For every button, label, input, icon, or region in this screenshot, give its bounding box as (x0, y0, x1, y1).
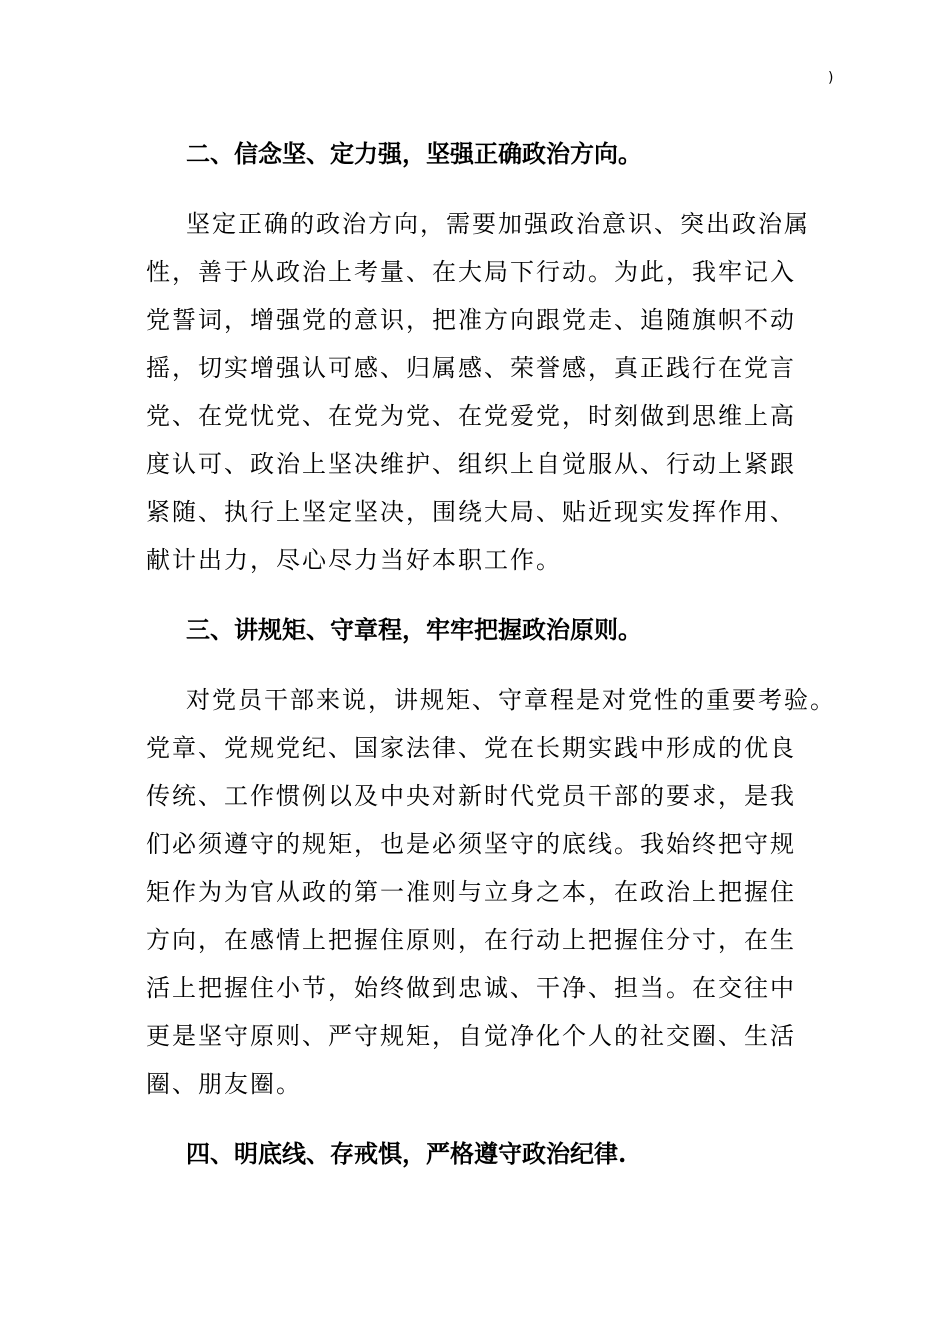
paragraph-line: 传统、工作惯例以及中央对新时代党员干部的要求，是我 (146, 782, 796, 810)
document-body (146, 130, 836, 1200)
section-paragraph-3 (146, 676, 836, 1108)
paragraph-line: 摇，切实增强认可感、归属感、荣誉感，真正践行在党言 (146, 354, 796, 382)
paragraph-line: 矩作为为官从政的第一准则与立身之本，在政治上把握住 (146, 878, 796, 906)
page-mark: ) (828, 70, 834, 86)
paragraph-line: 献计出力，尽心尽力当好本职工作。 (146, 546, 562, 574)
paragraph-line: 方向，在感情上把握住原则，在行动上把握住分寸，在生 (146, 926, 796, 954)
paragraph-line: 们必须遵守的规矩，也是必须坚守的底线。我始终把守规 (146, 830, 796, 858)
paragraph-line: 圈、朋友圈。 (146, 1070, 302, 1098)
paragraph-line: 党章、党规党纪、国家法律、党在长期实践中形成的优良 (146, 734, 796, 762)
paragraph-line: 党、在党忧党、在党为党、在党爱党，时刻做到思维上高 (146, 402, 796, 430)
paragraph-line: 对党员干部来说，讲规矩、守章程是对党性的重要考验。 (186, 686, 836, 714)
paragraph-line: 党誓词，增强党的意识，把准方向跟党走、追随旗帜不动 (146, 306, 796, 334)
paragraph-line: 更是坚守原则、严守规矩，自觉净化个人的社交圈、生活 (146, 1022, 796, 1050)
paragraph-line: 性，善于从政治上考量、在大局下行动。为此，我牢记入 (146, 258, 796, 286)
section-heading-3: 三、讲规矩、守章程，牢牢把握政治原则。 (186, 615, 642, 644)
paragraph-line: 坚定正确的政治方向，需要加强政治意识、突出政治属 (186, 210, 810, 238)
paragraph-line: 紧随、执行上坚定坚决，围绕大局、贴近现实发挥作用、 (146, 498, 796, 526)
paragraph-line: 度认可、政治上坚决维护、组织上自觉服从、行动上紧跟 (146, 450, 796, 478)
section-heading-4: 四、明底线、存戒惧，严格遵守政治纪律. (186, 1139, 627, 1168)
paragraph-line: 活上把握住小节，始终做到忠诚、干净、担当。在交往中 (146, 974, 796, 1002)
section-paragraph-2 (146, 200, 811, 584)
section-heading-2: 二、信念坚、定力强，坚强正确政治方向。 (186, 139, 642, 168)
